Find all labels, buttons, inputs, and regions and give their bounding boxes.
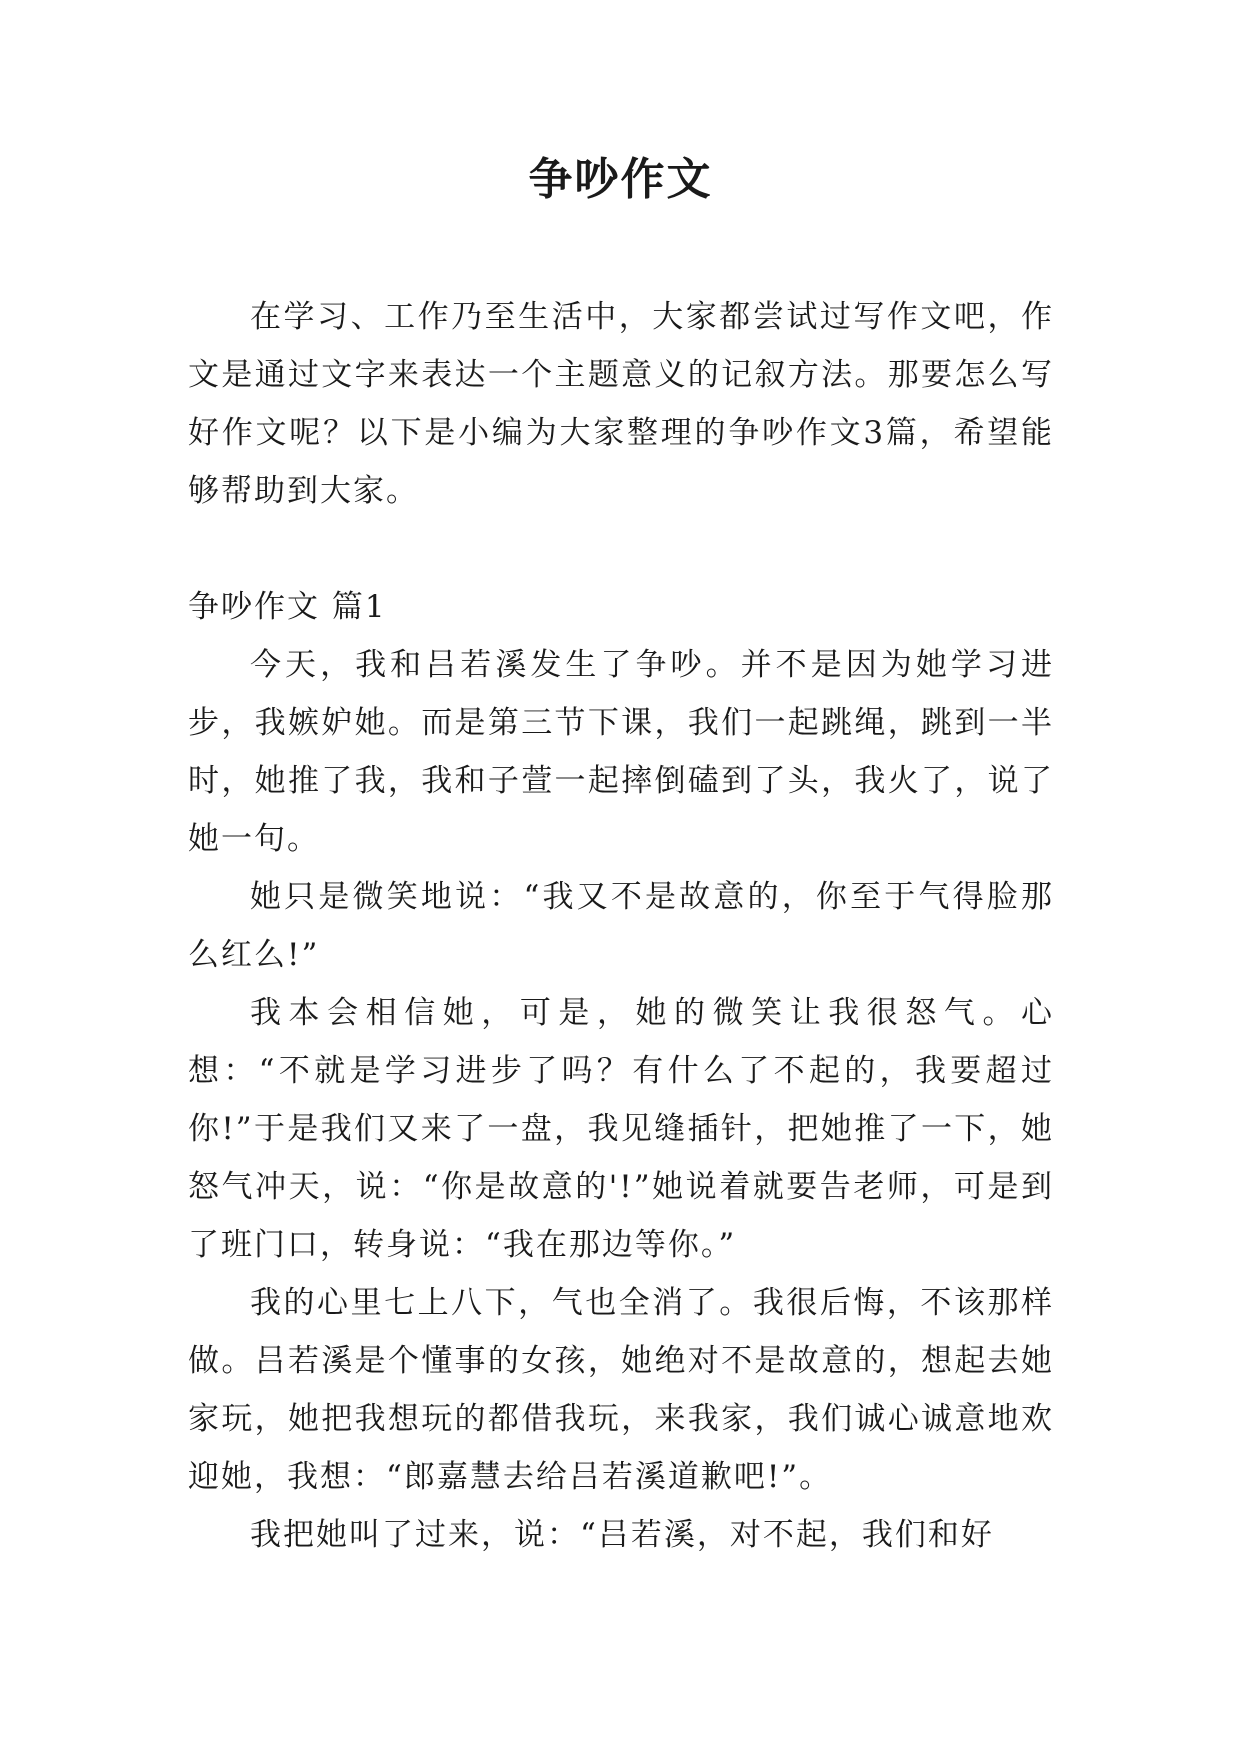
document-title: 争吵作文 — [528, 154, 713, 205]
body-paragraph: 今天，我和吕若溪发生了争吵。并不是因为她学习进步，我嫉妒她。而是第三节下课，我们一起跳绳，跳到一半时，她推了我，我和子萱一起摔倒磕到了头，我火了，说了她一句。 — [188, 647, 1054, 857]
section-heading: 争吵作文 篇1 — [188, 589, 387, 625]
body-paragraph: 我本会相信她，可是，她的微笑让我很怒气。心想：“不就是学习进步了吗？有什么了不起的，我要超过你!”于是我们又来了一盘，我见缝插针，把她推了一下，她怒气冲天，说：“你是故意的'!”她说着就要告老师，可是到了班门口，转身说：“我在那边等你。” — [188, 995, 1054, 1263]
document-body — [188, 288, 1054, 1564]
intro-paragraph: 在学习、工作乃至生活中，大家都尝试过写作文吧，作文是通过文字来表达一个主题意义的记叙方法。那要怎么写好作文呢？以下是小编为大家整理的争吵作文3篇，希望能够帮助到大家。 — [188, 299, 1054, 509]
body-paragraph: 她只是微笑地说：“我又不是故意的，你至于气得脸那么红么!” — [188, 879, 1054, 973]
body-paragraph: 我把她叫了过来，说：“吕若溪，对不起，我们和好 — [250, 1517, 994, 1553]
body-paragraph: 我的心里七上八下，气也全消了。我很后悔，不该那样做。吕若溪是个懂事的女孩，她绝对不是故意的，想起去她家玩，她把我想玩的都借我玩，来我家，我们诚心诚意地欢迎她，我想：“郎嘉慧去给吕若溪道歉吧!”。 — [188, 1285, 1054, 1495]
